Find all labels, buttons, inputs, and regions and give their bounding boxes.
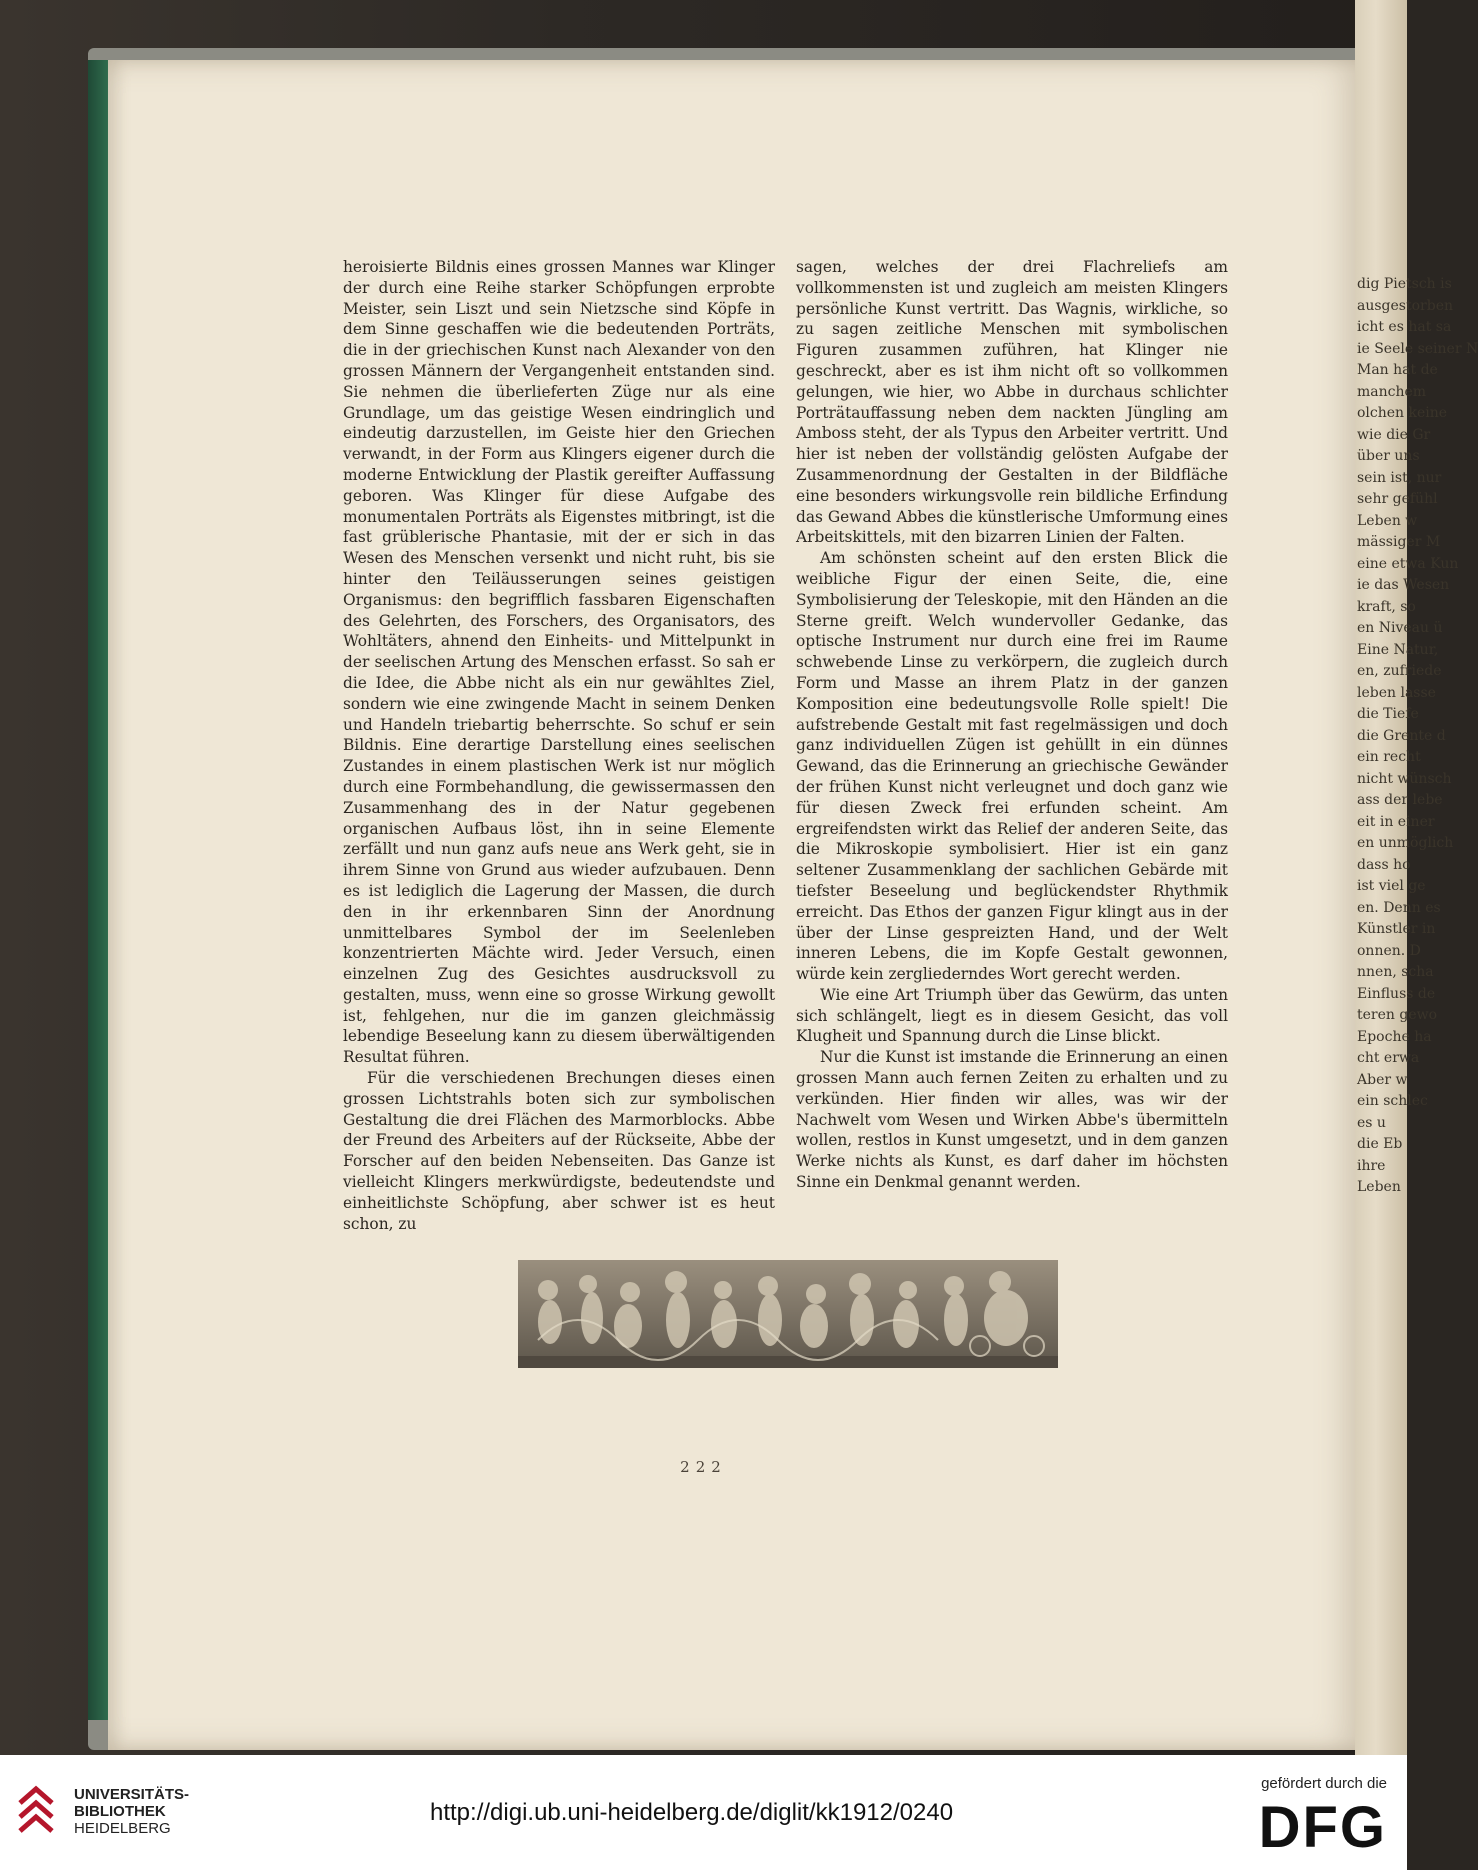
facing-page-fragment: sehr gefühl bbox=[1357, 491, 1438, 507]
paragraph: heroisierte Bildnis eines grossen Mannes war Klinger der durch eine Reihe starker Schöpfungen erprobte Meister, sein Liszt und sein Nietzsche sind Köpfe in dem Sinne geschaffen wie die bedeutenden Porträts, die in der griechischen Kunst nach Alexander von den grossen Männern der Vergangenheit entstanden sind. Sie nehmen die überlieferten Züge nur als eine Grundlage, um das geistige Wesen eindringlich und eindeutig darzustellen, im Geiste hier den Griechen verwandt, in der Form aus Klingers eigener durch die moderne Entwicklung der Plastik gereifter Auffassung geboren. Was Klinger für diese Aufgabe des monumentalen Porträts als Eigenstes mitbringt, ist die fast grüblerische Phantasie, mit der er sich in das Wesen des Menschen versenkt und nicht ruht, bis sie hinter den Teiläusserungen seines geistigen Organismus: den begrifflich fassbaren Eigenschaften des Gelehrten, des Forschers, des Organisators, des Wohltäters, ahnend den Einheits- und Mittelpunkt in der seelischen Artung des Menschen erfasst. So sah er die Idee, die Abbe nicht als ein nur gewähltes Ziel, sondern wie eine zwingende Macht in seinem Denken und Handeln triebartig beherrschte. So schuf er sein Bildnis. Eine derartige Darstellung eines seelischen Zustandes in einem plastischen Werk ist nur möglich durch eine Formbehandlung, die gewissermassen den Zusammenhang des in der Natur gegebenen organischen Aufbaus löst, ihn in seine Elemente zerfällt und nun ganz aufs neue ans Werk geht, sie in ihrem Sinne von Grund aus wieder aufzubauen. Denn es ist lediglich die Lagerung der Massen, die durch den in ihr erkennbaren Sinn der Anordnung unmittelbares Symbol der im Seelenleben konzentrierten Mächte wird. Jeder Versuch, einen einzelnen Zug des Gesichtes ausdrucksvoll zu gestalten, muss, wenn eine so grosse Wirkung gewollt ist, fehlgehen, nur die im ganzen gleichmässig lebendige Beseelung kann zu diesem überwältigenden Resultat führen. bbox=[343, 258, 775, 1067]
facing-page-fragment: cht erwa bbox=[1357, 1050, 1420, 1066]
facing-page-edge bbox=[1355, 0, 1478, 1755]
text-column-right bbox=[796, 257, 1228, 1193]
facing-page-fragment: eine etwa Kun bbox=[1357, 555, 1459, 572]
facing-page-fragment: es u bbox=[1357, 1114, 1386, 1131]
paragraph: Wie eine Art Triumph über das Gewürm, das unten sich schlängelt, liegt es in diesem Gesicht, das voll Klugheit und Spannung durch die Linse blickt. bbox=[796, 985, 1228, 1046]
facing-page-fragment: leben lasse bbox=[1357, 684, 1436, 701]
facing-page-fragment: en. Denn es bbox=[1357, 899, 1441, 916]
facing-page-fragment: kraft, so bbox=[1357, 598, 1416, 615]
facing-page-fragment: ein schlec bbox=[1357, 1093, 1428, 1109]
paragraph: Nur die Kunst ist imstande die Erinnerung an einen grossen Mann auch fernen Zeiten zu erhalten und zu verkünden. Hier finden wir alles, was wir der Nachwelt vom Wesen und Wirken Abbe's übermitteln wollen, restlos in Kunst umgesetzt, und in dem ganzen Werke nichts als Kunst, es darf daher im höchsten Sinne ein Denkmal genannt werden. bbox=[796, 1048, 1228, 1192]
facing-page-fragment: en unmöglich bbox=[1357, 835, 1454, 851]
facing-page-fragment: manchem bbox=[1357, 383, 1427, 400]
facing-page-fragment: Leben bbox=[1357, 1179, 1401, 1195]
facing-page-fragment: Leben w bbox=[1357, 512, 1418, 529]
facing-page-fragment: ausgestorben bbox=[1357, 297, 1453, 314]
page-number: 222 bbox=[680, 1458, 727, 1476]
relief-frieze-figures bbox=[518, 1260, 1058, 1368]
library-name[interactable] bbox=[74, 1786, 189, 1837]
facing-page-fragment: dass ho bbox=[1357, 856, 1411, 873]
facing-page-fragment: mässiger M bbox=[1357, 534, 1441, 550]
facing-page-fragment: en Niveau ü bbox=[1357, 620, 1443, 636]
facing-page-fragment: teren gewo bbox=[1357, 1007, 1438, 1023]
facing-page-fragment: nicht wünsch bbox=[1357, 770, 1452, 787]
facing-page-fragment: onnen. D bbox=[1357, 942, 1421, 959]
facing-page-fragment: ein recht bbox=[1357, 749, 1421, 765]
facing-page-fragment: nnen, scha bbox=[1357, 964, 1434, 980]
facing-page-fragment: dig Pietsch is bbox=[1357, 276, 1452, 292]
facing-page-fragment: olchen keine bbox=[1357, 405, 1448, 421]
facing-page-fragment: Epoche ha bbox=[1357, 1028, 1432, 1045]
facing-page-fragment: en, zufriede bbox=[1357, 663, 1442, 679]
paragraph: Am schönsten scheint auf den ersten Blick die weibliche Figur der einen Seite, die, eine Symbolisierung der Teleskopie, mit den Händen an die Sterne greift. Welch wundervoller Gedanke, das optische Instrument nur durch eine frei im Raume schwebende Linse zu verkörpern, die zugleich durch Form und Masse an ihrem Platz in der ganzen Komposition eine bedeutungsvolle Rolle spielt! Die aufstrebende Gestalt mit fast regelmässigen und doch ganz individuellen Zügen ist gehüllt in ein dünnes Gewand, das die Erinnerung an griechische Gewänder der frühen Kunst nicht verleugnet und doch ganz wie für diesen Zweck frei erfunden scheint. Am ergreifendsten wirkt das Relief der anderen Seite, das die Mikroskopie symbolisiert. Hier ist ein ganz seltener Zusammenklang der sachlichen Gebärde mit tiefster Beseelung und beglückendster Rhythmik erreicht. Das Ethos der ganzen Figur klingt aus in der über der Linse gespreizten Hand, und der Welt inneren Lebens, die im Kopfe Gestalt gewonnen, würde kein zergliederndes Wort gerecht werden. bbox=[796, 549, 1228, 984]
logo-line: UNIVERSITÄTS- bbox=[74, 1786, 190, 1803]
text-column-left bbox=[343, 257, 775, 1234]
funding-label: gefördert durch die bbox=[1261, 1775, 1387, 1792]
facing-page-fragment: icht es hat sa bbox=[1357, 319, 1452, 335]
facing-page-fragment: die Eb bbox=[1357, 1136, 1403, 1152]
facing-page-fragment: die Tiefe bbox=[1357, 706, 1419, 722]
viewer-footer bbox=[0, 1755, 1407, 1870]
dfg-logo[interactable]: DFG bbox=[1258, 1795, 1387, 1860]
facing-page-fragment: eit in einer bbox=[1357, 813, 1435, 830]
permalink-url[interactable]: http://digi.ub.uni-heidelberg.de/diglit/kk1912/0240 bbox=[430, 1799, 954, 1826]
facing-page-fragment: wie die Gr bbox=[1357, 426, 1431, 443]
university-library-logo-icon[interactable] bbox=[14, 1781, 58, 1835]
facing-page-fragment: Man hat de bbox=[1357, 362, 1438, 378]
relief-frieze-image bbox=[518, 1260, 1058, 1368]
facing-page-fragment: sein ist, nur bbox=[1357, 469, 1442, 486]
facing-page-fragment: ass der lebe bbox=[1357, 792, 1443, 808]
paragraph: sagen, welches der drei Flachreliefs am vollkommensten ist und zugleich am meisten Klingers persönliche Kunst vertritt. Das Wagnis, wirkliche, so zu sagen zeitliche Menschen mit symbolischen Figuren zusammen zuführen, hat Klinger nie geschreckt, aber es ist ihm nicht oft so vollkommen gelungen, wie hier, wo Abbe in durchaus schlichter Porträtauffassung neben dem nackten Jüngling am Amboss steht, der als Typus den Arbeiter vertritt. Und hier ist neben der vollständig gelösten Aufgabe der Zusammenordnung der Gestalten in der Bildfläche eine besonders wirkungsvolle rein bildliche Erfindung das Gewand Abbes die künstlerische Umformung eines Arbeitskittels, mit den bizarren Linien der Falten. bbox=[796, 258, 1228, 547]
facing-page-fragment: ie Seele seiner N bbox=[1357, 340, 1478, 357]
facing-page-fragment: ie das Wesen bbox=[1357, 577, 1450, 593]
facing-page-fragment: Einfluss de bbox=[1357, 985, 1436, 1002]
facing-page-fragment: Aber w bbox=[1357, 1071, 1408, 1088]
facing-page-fragment: über uns bbox=[1357, 448, 1420, 464]
logo-line: BIBLIOTHEK bbox=[74, 1803, 166, 1820]
facing-page-fragment: die Grente d bbox=[1357, 727, 1446, 744]
facing-page-fragment: ist viel ge bbox=[1357, 878, 1426, 894]
facing-page-fragment: Eine Natur, bbox=[1357, 641, 1439, 658]
funding-credit bbox=[1259, 1775, 1387, 1860]
paragraph: Für die verschiedenen Brechungen dieses einen grossen Lichtstrahls boten sich zur symbolischen Gestaltung die drei Flächen des Marmorblocks. Abbe der Freund des Arbeiters auf der Rückseite, Abbe der Forscher auf den beiden Nebenseiten. Das Ganze ist vielleicht Klingers merkwürdigste, bedeutendste und einheitlichste Schöpfung, aber schwer ist es heut schon, zu bbox=[343, 1069, 775, 1233]
logo-line: HEIDELBERG bbox=[74, 1820, 171, 1837]
facing-page-fragment: ihre bbox=[1357, 1157, 1386, 1174]
facing-page-fragment: Künstler in bbox=[1357, 921, 1436, 937]
